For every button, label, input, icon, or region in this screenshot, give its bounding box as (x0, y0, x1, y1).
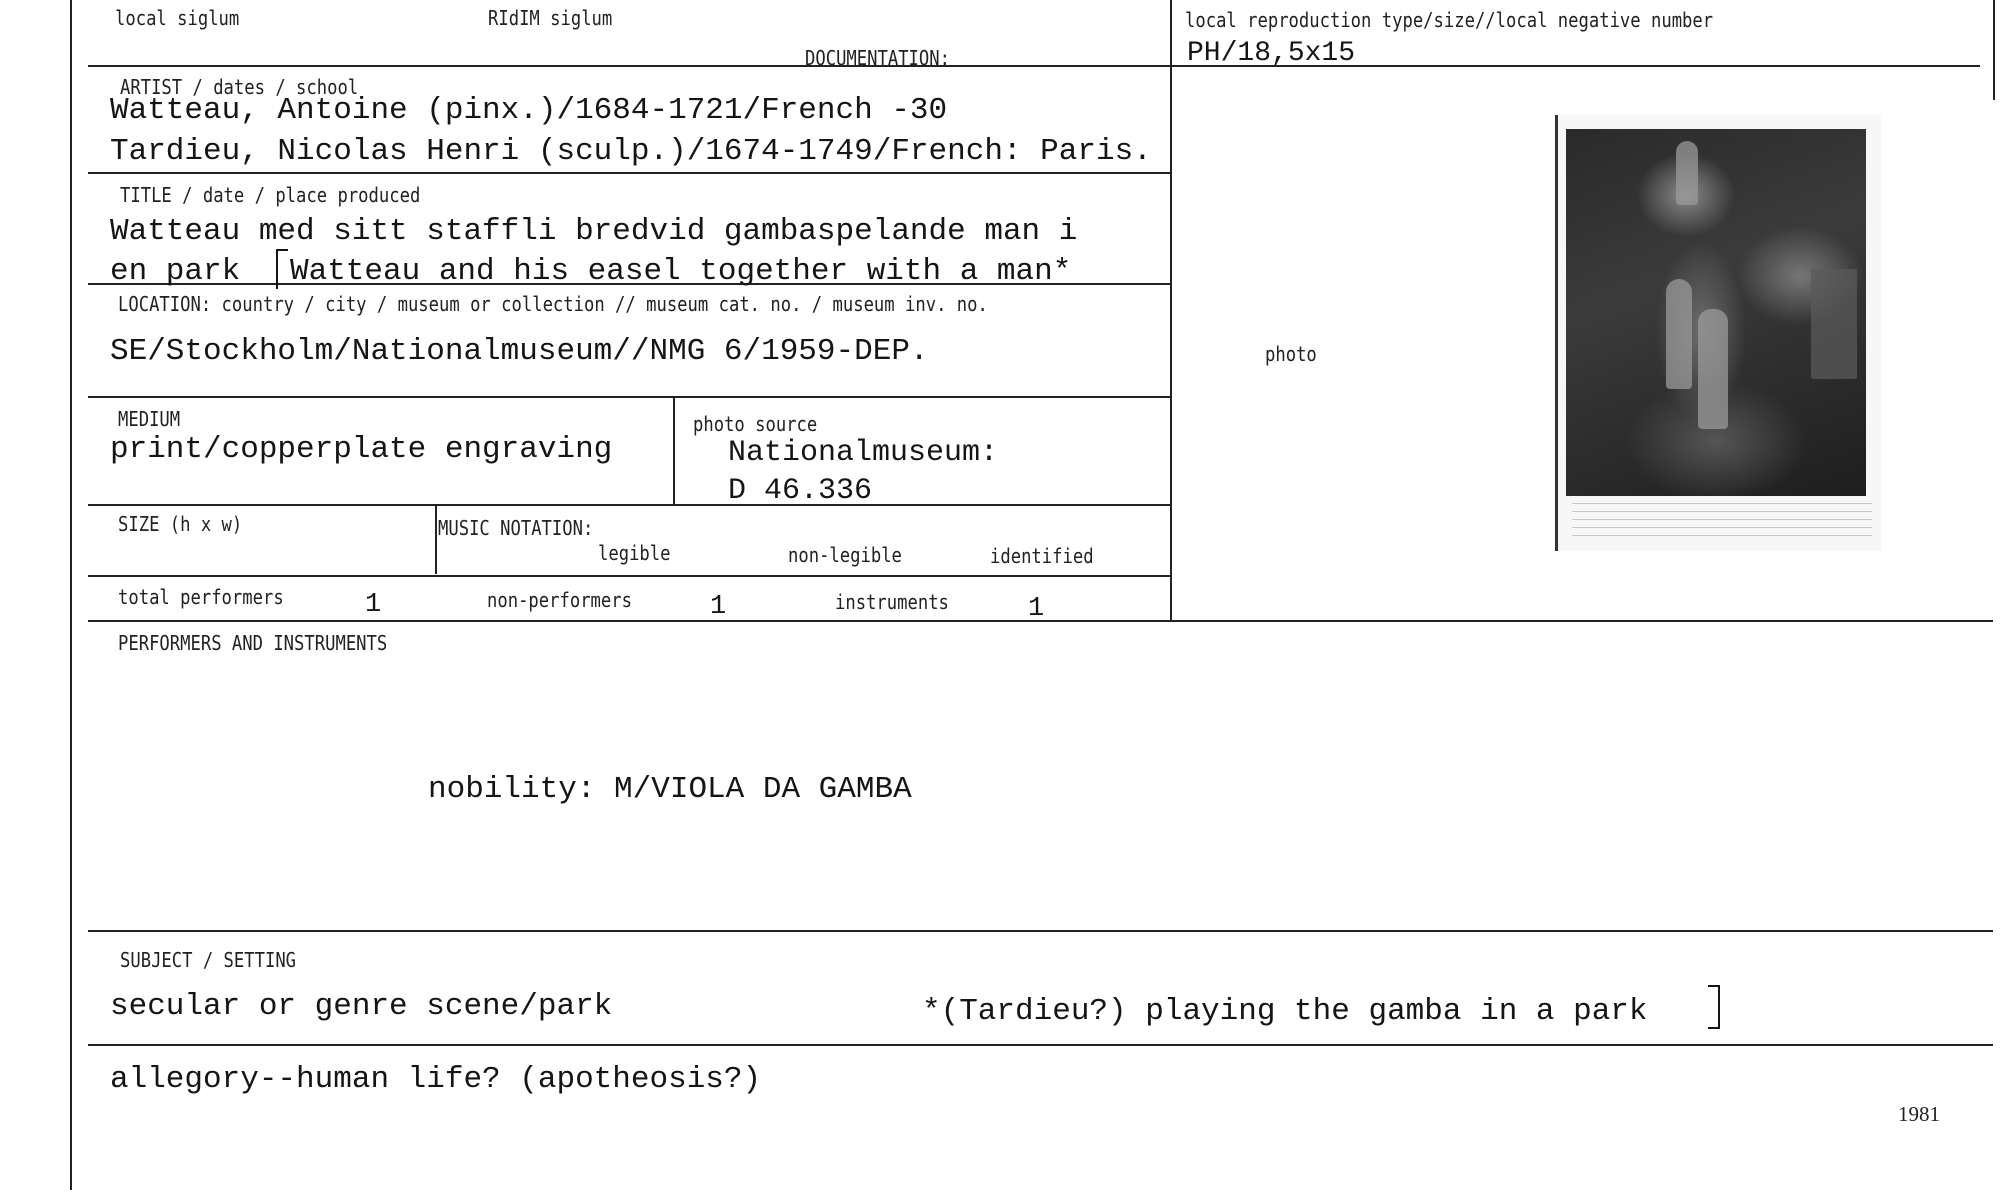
size-rule (88, 575, 1172, 577)
total-performers-label: total performers (118, 585, 284, 609)
photo-label: photo (1265, 342, 1317, 366)
reproduction-label: local reproduction type/size//local negative number (1185, 8, 1714, 32)
music-notation-label: MUSIC NOTATION: (438, 516, 594, 540)
header-rule (88, 65, 1980, 67)
subject-line-2: allegory--human life? (apotheosis?) (110, 1062, 762, 1097)
gamba-player-figure (1698, 309, 1728, 429)
music-non-legible: non-legible (788, 543, 902, 567)
medium-rule (88, 504, 1172, 506)
subject-value: secular or genre scene/park (110, 989, 613, 1024)
size-divider (435, 506, 437, 574)
title-open-bracket (276, 249, 288, 289)
title-line-1: Watteau med sitt staffli bredvid gambaspelande man i (110, 214, 1078, 249)
artist-line-2: Tardieu, Nicolas Henri (sculp.)/1674-1749/French: Paris. (110, 134, 1152, 169)
performers-value: nobility: M/VIOLA DA GAMBA (428, 772, 912, 807)
performers-label: PERFORMERS AND INSTRUMENTS (118, 631, 388, 655)
medium-divider (673, 398, 675, 505)
performers-rule (88, 930, 1993, 932)
non-performers-value: 1 (710, 592, 727, 622)
size-label: SIZE (h x w) (118, 512, 243, 536)
total-performers-value: 1 (365, 590, 382, 620)
subject-rule (88, 1044, 1993, 1046)
year-stamp: 1981 (1898, 1102, 1940, 1126)
artist-label: ARTIST / dates / school (120, 75, 359, 99)
title-label: TITLE / date / place produced (120, 183, 421, 207)
center-divider (1170, 0, 1172, 622)
documentation-label: DOCUMENTATION: (805, 46, 950, 70)
music-legible: legible (598, 541, 671, 565)
title-line-2b: Watteau and his easel together with a man* (290, 254, 1072, 289)
engraving-caption (1572, 503, 1872, 543)
photo-source-line-2: D 46.336 (728, 474, 873, 508)
local-siglum-label: local siglum (115, 6, 240, 30)
artist-rule (88, 172, 1172, 174)
reproduction-value: PH/18,5x15 (1187, 38, 1356, 69)
location-value: SE/Stockholm/Nationalmuseum//NMG 6/1959-DEP. (110, 334, 929, 369)
instruments-label: instruments (835, 590, 949, 614)
artwork-photo (1555, 115, 1881, 551)
medium-label: MEDIUM (118, 407, 181, 431)
artist-line-1: Watteau, Antoine (pinx.)/1684-1721/French -30 (110, 93, 948, 128)
music-identified: identified (990, 544, 1094, 568)
right-edge (1993, 0, 1995, 100)
subject-note: *(Tardieu?) playing the gamba in a park (922, 994, 1648, 1029)
title-line-2a: en park (110, 254, 241, 289)
photo-source-line-1: Nationalmuseum: (728, 436, 999, 470)
easel-shape (1811, 269, 1857, 379)
painter-figure (1666, 279, 1692, 389)
location-rule (88, 396, 1172, 398)
non-performers-label: non-performers (487, 588, 632, 612)
statue-figure (1676, 141, 1698, 205)
ridim-siglum-label: RIdIM siglum (488, 6, 613, 30)
instruments-value: 1 (1028, 594, 1045, 624)
subject-label: SUBJECT / SETTING (120, 948, 297, 972)
medium-value: print/copperplate engraving (110, 432, 613, 467)
subject-close-bracket (1708, 985, 1720, 1029)
left-border (70, 0, 72, 1190)
location-label: LOCATION: country / city / museum or collection // museum cat. no. / museum inv. no. (118, 292, 988, 316)
engraving-image (1566, 129, 1866, 496)
photo-source-label: photo source (693, 412, 818, 436)
